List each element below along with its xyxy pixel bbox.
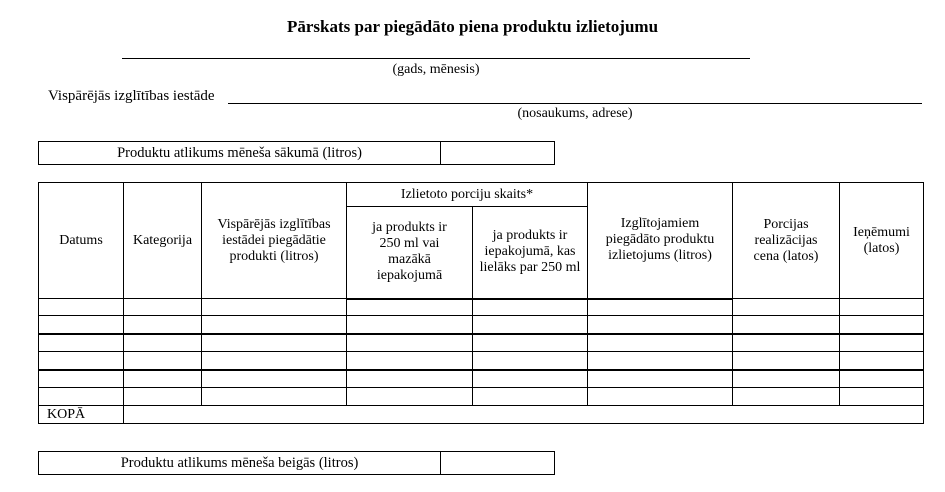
table-cell	[202, 370, 347, 388]
table-cell	[202, 299, 347, 316]
table-cell	[39, 334, 124, 352]
table-cell	[347, 388, 473, 406]
table-cell	[124, 388, 202, 406]
table-cell	[39, 388, 124, 406]
table-cell	[39, 370, 124, 388]
table-cell	[124, 299, 202, 316]
table-cell	[347, 370, 473, 388]
table-cell	[733, 334, 840, 352]
header-portions-large-text: ja produkts ir iepakojumā, kas lielāks par 250 ml	[479, 228, 581, 276]
header-delivered-text: Vispārējās izglītības iestādei piegādātie produkti (litros)	[217, 216, 331, 264]
table-cell	[202, 316, 347, 334]
table-row	[39, 406, 924, 424]
header-portions-small-text: ja produkts ir 250 ml vai mazākā iepakojumā	[372, 220, 447, 284]
total-cell	[124, 406, 924, 424]
table-cell	[733, 352, 840, 370]
table-cell	[473, 316, 588, 334]
table-cell	[473, 352, 588, 370]
table-cell	[347, 334, 473, 352]
table-cell	[39, 352, 124, 370]
table-cell	[588, 388, 733, 406]
table-row	[39, 334, 924, 352]
table-cell	[588, 370, 733, 388]
table-row	[39, 299, 924, 316]
table-cell	[588, 334, 733, 352]
consumption-table	[38, 182, 924, 424]
header-category: Kategorija	[124, 183, 202, 299]
table-row	[39, 316, 924, 334]
table-cell	[840, 299, 924, 316]
table-cell	[124, 334, 202, 352]
end-balance-value	[441, 452, 555, 475]
start-balance-table	[38, 141, 555, 165]
table-cell	[124, 370, 202, 388]
table-cell	[840, 334, 924, 352]
period-line	[122, 58, 750, 59]
table-cell	[588, 316, 733, 334]
period-caption: (gads, mēnesis)	[392, 62, 480, 77]
table-cell	[347, 299, 473, 316]
table-cell	[588, 299, 733, 316]
table-cell	[840, 316, 924, 334]
table-cell	[473, 388, 588, 406]
header-date: Datums	[39, 183, 124, 299]
table-cell	[840, 388, 924, 406]
header-portions-small	[347, 207, 473, 299]
document-title: Pārskats par piegādāto piena produktu izlietojumu	[286, 17, 659, 36]
header-consumption-text: Izglītojamiem piegādāto produktu izlietojums (litros)	[605, 216, 715, 264]
table-cell	[473, 370, 588, 388]
end-balance-table	[38, 451, 555, 475]
institution-line	[228, 103, 922, 104]
total-label: KOPĀ	[39, 406, 124, 424]
table-cell	[202, 352, 347, 370]
table-cell	[124, 352, 202, 370]
header-consumption	[588, 183, 733, 299]
start-balance-label: Produktu atlikums mēneša sākumā (litros)	[39, 142, 441, 165]
table-row	[39, 370, 924, 388]
table-cell	[733, 299, 840, 316]
table-cell	[733, 388, 840, 406]
header-income	[840, 183, 924, 299]
table-cell	[202, 334, 347, 352]
table-cell	[124, 316, 202, 334]
table-row	[39, 388, 924, 406]
table-cell	[202, 388, 347, 406]
table-cell	[840, 370, 924, 388]
table-row	[39, 352, 924, 370]
end-balance-label: Produktu atlikums mēneša beigās (litros)	[39, 452, 441, 475]
table-cell	[733, 316, 840, 334]
institution-caption: (nosaukums, adrese)	[517, 106, 633, 121]
table-cell	[473, 334, 588, 352]
header-portions-group: Izlietoto porciju skaits*	[347, 183, 588, 207]
table-cell	[733, 370, 840, 388]
table-cell	[588, 352, 733, 370]
table-cell	[840, 352, 924, 370]
table-cell	[39, 299, 124, 316]
start-balance-value	[441, 142, 555, 165]
header-delivered	[202, 183, 347, 299]
header-portions-large	[473, 207, 588, 299]
table-cell	[39, 316, 124, 334]
header-price-text: Porcijas realizācijas cena (latos)	[753, 216, 819, 264]
institution-label: Vispārējās izglītības iestāde	[48, 88, 215, 104]
table-cell	[347, 352, 473, 370]
table-cell	[473, 299, 588, 316]
table-cell	[347, 316, 473, 334]
header-income-text: Ieņēmumi (latos)	[853, 224, 910, 256]
header-price	[733, 183, 840, 299]
